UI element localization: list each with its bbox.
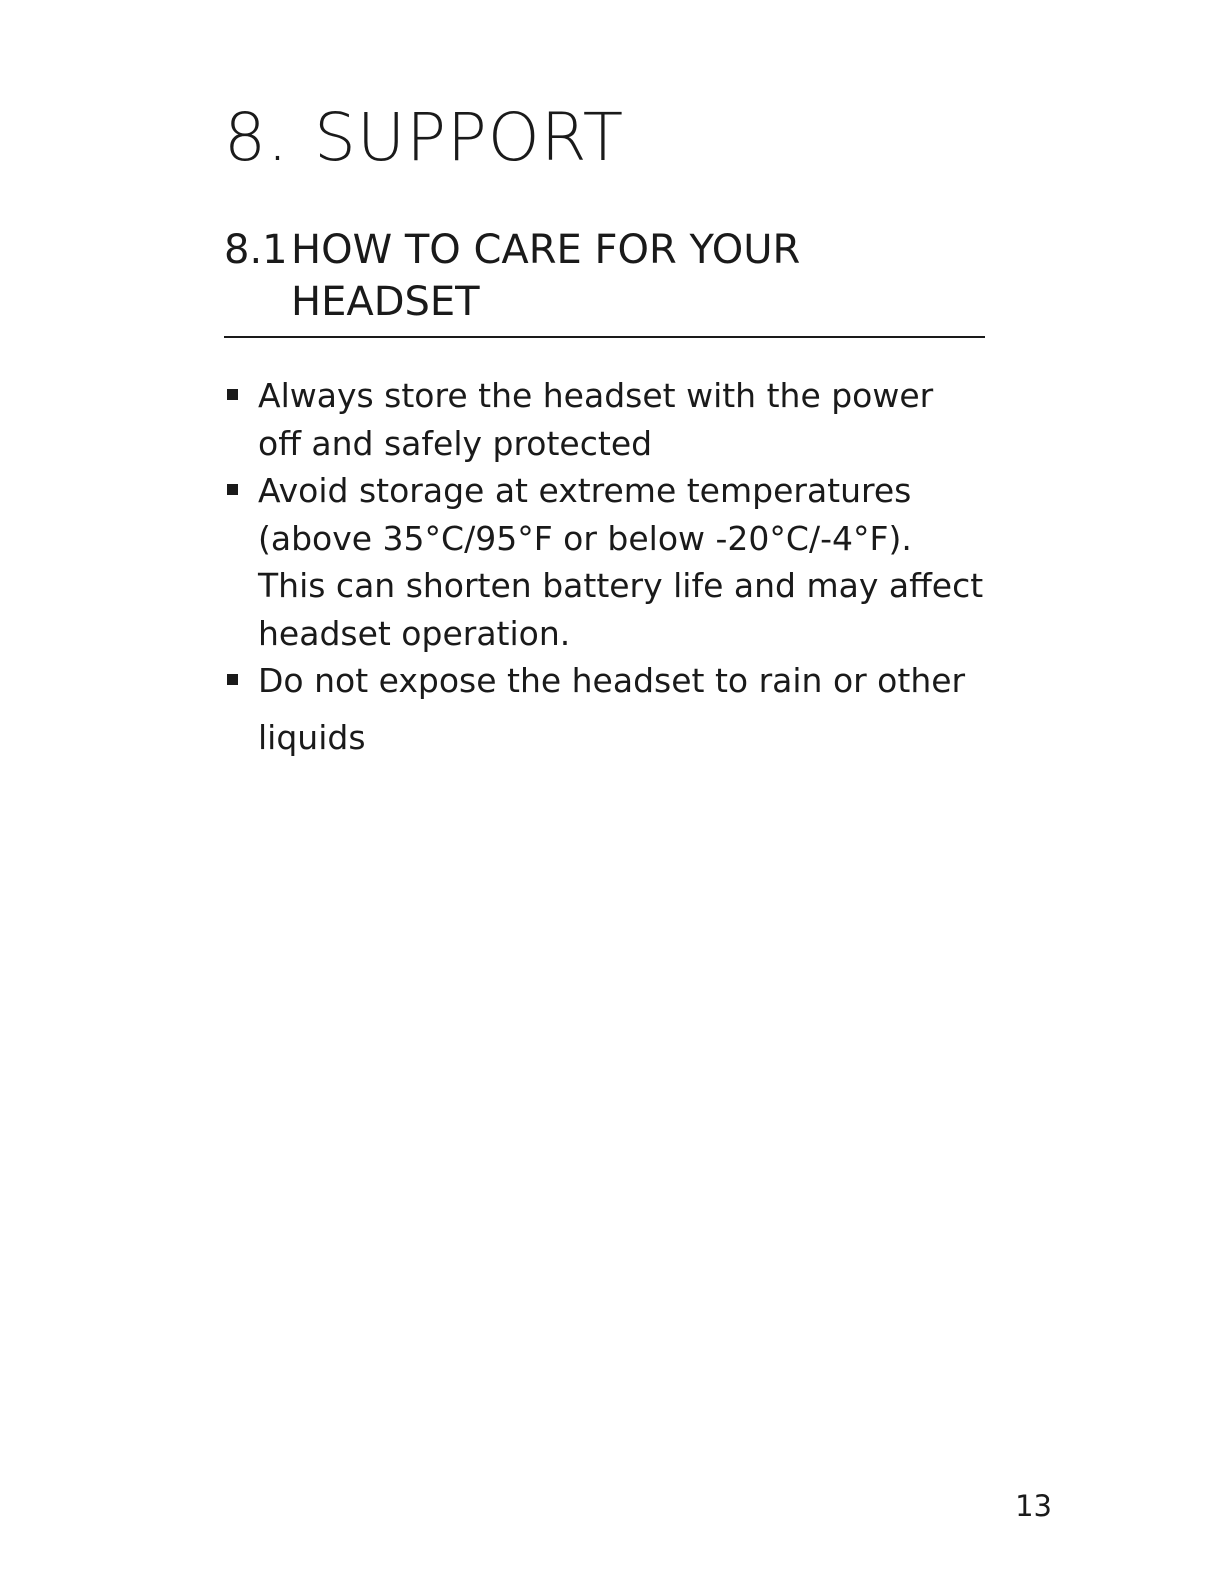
list-item: [224, 372, 984, 467]
square-bullet-icon: [227, 674, 238, 685]
section-number: 8.1: [224, 227, 288, 273]
chapter-title-text: SUPPORT: [314, 99, 625, 176]
section-title: HOW TO CARE FOR YOUR HEADSET: [291, 227, 801, 325]
care-instructions-list: [224, 372, 984, 761]
list-item: [224, 467, 984, 657]
square-bullet-icon: [227, 484, 238, 495]
section-heading: [224, 224, 984, 328]
list-item-text: Avoid storage at extreme temperatures (above 35°C/95°F or below -20°C/-4°F). This can shorten battery life and may affect headset operation.: [258, 471, 984, 653]
list-item: [224, 657, 984, 761]
list-item-text: Always store the headset with the power off and safely protected: [258, 376, 934, 463]
chapter-number: 8.: [224, 99, 289, 176]
list-item-text: Do not expose the headset to rain or other: [258, 661, 966, 700]
page-number: 13: [1015, 1489, 1052, 1523]
list-item-text-continued: liquids: [258, 717, 366, 757]
section-divider: [224, 336, 985, 338]
square-bullet-icon: [227, 389, 238, 400]
chapter-title: [224, 96, 624, 180]
